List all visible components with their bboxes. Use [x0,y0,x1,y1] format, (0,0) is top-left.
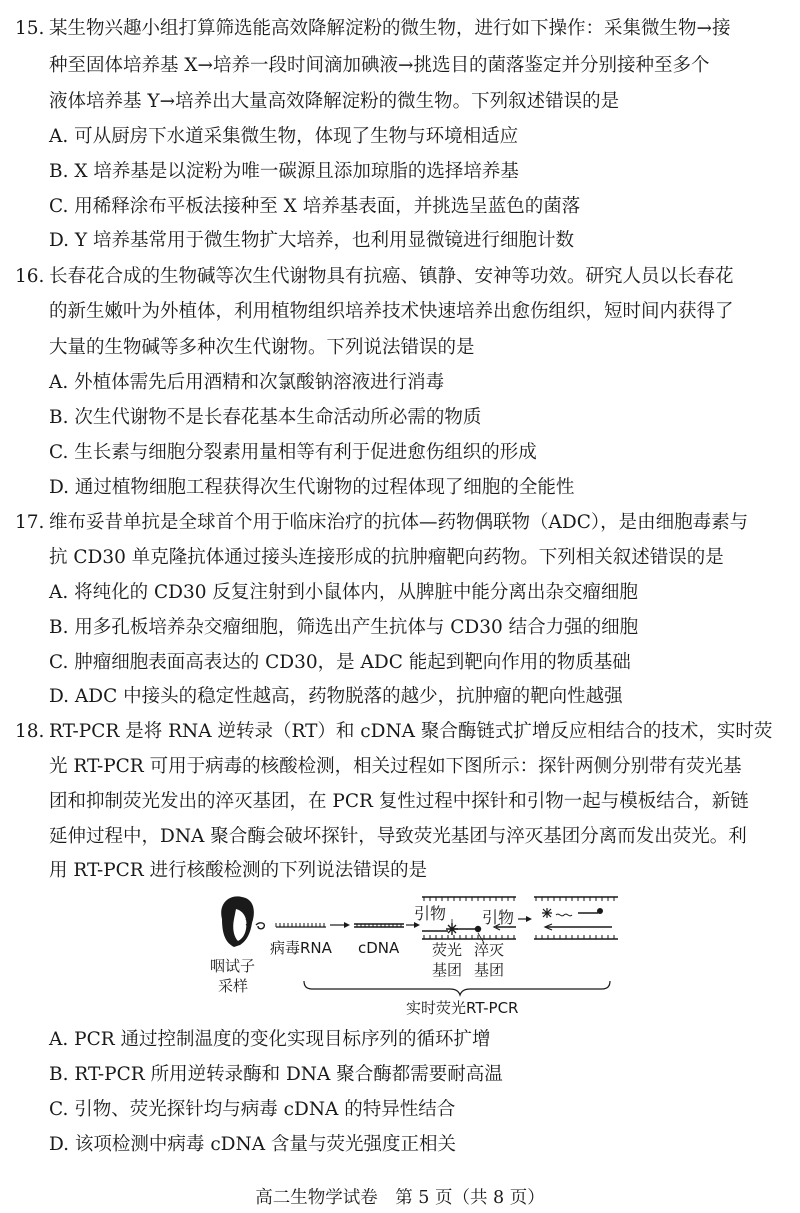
person-head-icon [221,896,254,947]
label-primer-1: 引物 [414,904,447,923]
question-15-stem-line-2: 种至固体培养基 X→培养一段时间滴加碘液→挑选目的菌落鉴定并分别接种至多个 [49,55,710,76]
label-fluor-1: 荧光 [432,941,463,959]
label-fluor-2: 基团 [432,961,463,979]
question-16-stem-line-2: 的新生嫩叶为外植体，利用植物组织培养技术快速培养出愈伤组织，短时间内获得了 [49,301,734,322]
question-number: 17. [15,512,45,533]
question-16-option-c[interactable]: C. 生长素与细胞分裂素用量相等有利于促进愈伤组织的形成 [49,442,537,463]
label-sampling-1: 咽试子 [210,957,256,975]
question-17-stem-line-1: 17. 维布妥昔单抗是全球首个用于临床治疗的抗体—药物偶联物（ADC），是由细胞毒素与 [15,512,749,533]
question-18-stem-line-2: 光 RT-PCR 可用于病毒的核酸检测，相关过程如下图所示：探针两侧分别带有荧光基 [49,756,742,777]
question-17-option-b[interactable]: B. 用多孔板培养杂交瘤细胞，筛选出产生抗体与 CD30 结合力强的细胞 [49,617,639,638]
question-17-option-d[interactable]: D. ADC 中接头的稳定性越高，药物脱落的越少，抗肿瘤的靶向性越强 [49,686,623,707]
label-cdna: cDNA [358,939,400,957]
label-sampling-2: 采样 [218,977,249,995]
question-15-option-d[interactable]: D. Y 培养基常用于微生物扩大培养，也利用显微镜进行细胞计数 [49,230,575,251]
question-15-option-a[interactable]: A. 可从厨房下水道采集微生物，体现了生物与环境相适应 [49,126,519,147]
quencher-group-icon [475,926,481,932]
question-18-option-b[interactable]: B. RT-PCR 所用逆转录酶和 DNA 聚合酶都需要耐高温 [49,1064,503,1085]
label-primer-2: 引物 [482,908,515,927]
question-17-option-a[interactable]: A. 将纯化的 CD30 反复注射到小鼠体内，从脾脏中能分离出杂交瘤细胞 [49,582,638,603]
rna-strand [276,923,326,927]
figure-bracket [304,981,610,995]
question-number: 16. [15,266,45,287]
pcr-extension-panel [534,897,618,939]
question-17-stem-line-2: 抗 CD30 单克隆抗体通过接头连接形成的抗肿瘤靶向药物。下列相关叙述错误的是 [49,547,724,568]
question-15-stem-line-1: 15. 某生物兴趣小组打算筛选能高效降解淀粉的微生物，进行如下操作：采集微生物→接 [15,18,731,39]
question-18-stem-line-1: 18. RT-PCR 是将 RNA 逆转录（RT）和 cDNA 聚合酶链式扩增反应相结合的技术，实时荧 [15,721,773,742]
question-16-option-a[interactable]: A. 外植体需先后用酒精和次氯酸钠溶液进行消毒 [49,372,445,393]
question-16-option-d[interactable]: D. 通过植物细胞工程获得次生代谢物的过程体现了细胞的全能性 [49,477,575,498]
question-number: 15. [15,18,45,39]
question-18-option-d[interactable]: D. 该项检测中病毒 cDNA 含量与荧光强度正相关 [49,1134,456,1155]
swab-icon [256,923,264,929]
question-18-stem-line-5: 用 RT-PCR 进行核酸检测的下列说法错误的是 [49,860,428,881]
question-15-option-b[interactable]: B. X 培养基是以淀粉为唯一碳源且添加琼脂的选择培养基 [49,161,519,182]
cdna-strand [354,924,404,927]
page-footer: 高二生物学试卷 第 5 页（共 8 页） [255,1188,545,1208]
label-viral-rna: 病毒RNA [270,939,332,957]
question-15-stem-line-3: 液体培养基 Y→培养出大量高效降解淀粉的微生物。下列叙述错误的是 [49,91,620,112]
question-16-stem-line-3: 大量的生物碱等多种次生代谢物。下列说法错误的是 [49,337,475,358]
label-quench-2: 基团 [474,961,505,979]
label-realtime-rt-pcr: 实时荧光RT-PCR [406,999,519,1017]
question-18-stem-line-3: 团和抑制荧光发出的淬灭基团，在 PCR 复性过程中探针和引物一起与模板结合，新链 [49,791,749,812]
label-quench-1: 淬灭 [474,941,505,959]
question-18-stem-line-4: 延伸过程中，DNA 聚合酶会破坏探针，导致荧光基团与淬灭基团分离而发出荧光。利 [49,826,747,847]
question-18-option-c[interactable]: C. 引物、荧光探针均与病毒 cDNA 的特异性结合 [49,1099,456,1120]
question-16-stem-line-1: 16. 长春花合成的生物碱等次生代谢物具有抗癌、镇静、安神等功效。研究人员以长春花 [15,266,734,287]
arrow-head [344,922,350,928]
question-17-option-c[interactable]: C. 肿瘤细胞表面高表达的 CD30，是 ADC 能起到靶向作用的物质基础 [49,652,631,673]
rt-pcr-figure [200,889,620,1019]
question-18-option-a[interactable]: A. PCR 通过控制温度的变化实现目标序列的循环扩增 [49,1029,491,1050]
question-number: 18. [15,721,45,742]
question-16-option-b[interactable]: B. 次生代谢物不是长春花基本生命活动所必需的物质 [49,407,482,428]
arrow-head [526,916,532,922]
question-15-option-c[interactable]: C. 用稀释涂布平板法接种至 X 培养基表面，并挑选呈蓝色的菌落 [49,196,581,217]
